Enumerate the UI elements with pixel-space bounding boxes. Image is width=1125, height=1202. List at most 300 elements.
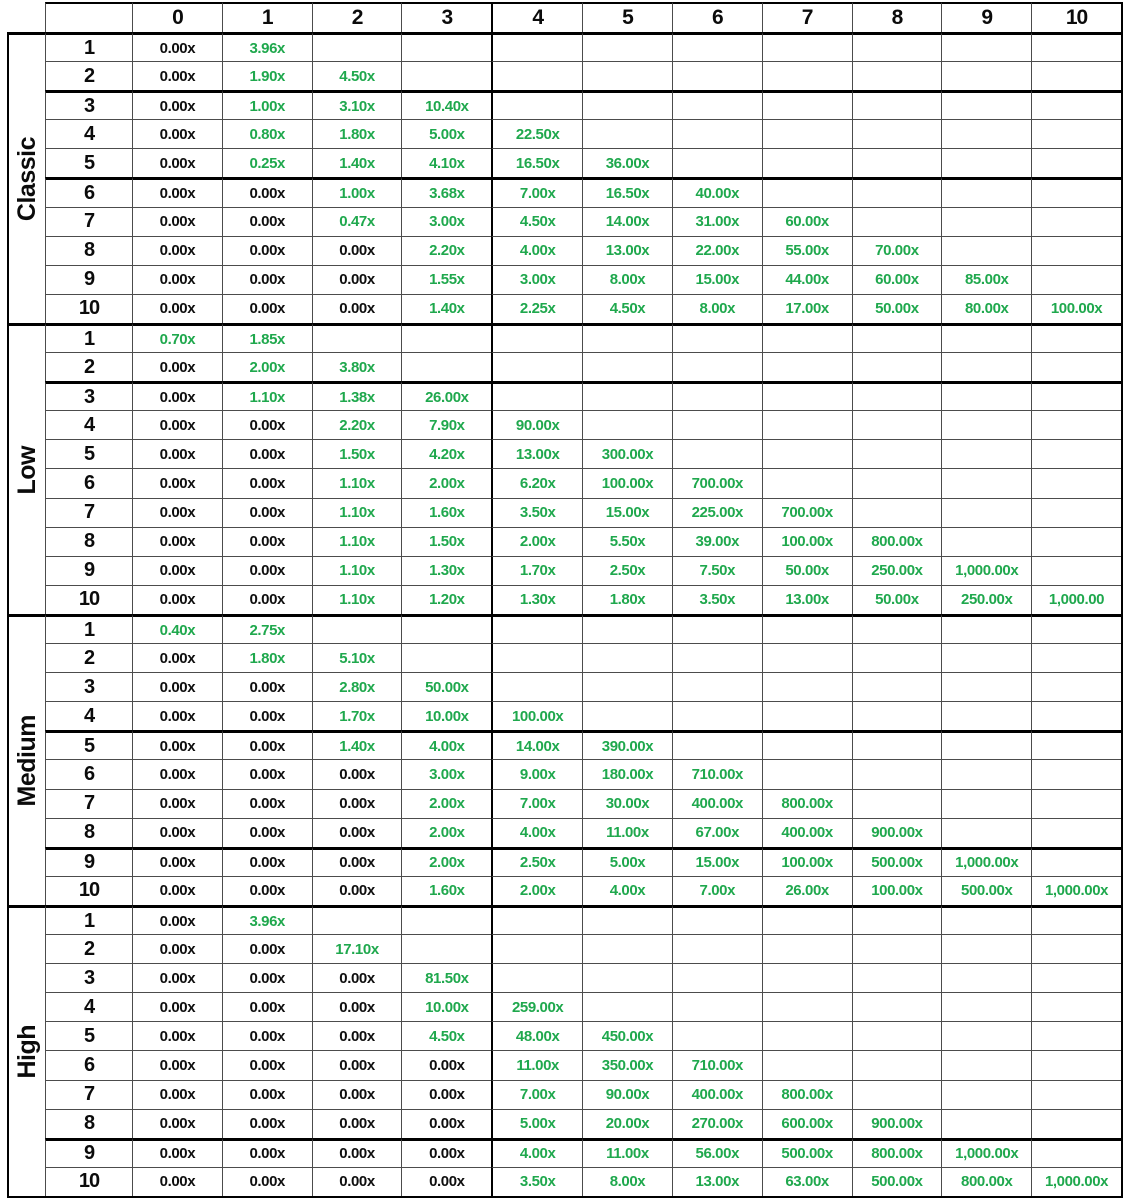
payout-cell: 2.80x [312, 672, 402, 701]
payout-cell: 0.00x [222, 265, 312, 294]
payout-cell-empty [762, 934, 852, 963]
payout-cell-empty [672, 32, 762, 61]
payout-cell: 700.00x [672, 468, 762, 497]
table-row [45, 294, 1121, 323]
payout-cell-empty [852, 148, 942, 177]
payout-cell-empty [672, 992, 762, 1021]
payout-cell: 0.00x [222, 527, 312, 556]
payout-cell: 0.00x [222, 876, 312, 905]
payout-cell-empty [582, 90, 672, 119]
payout-cell-empty [762, 352, 852, 381]
payout-cell-empty [582, 614, 672, 643]
column-header: 4 [491, 2, 582, 32]
payout-cell: 0.00x [312, 1138, 402, 1167]
payout-table [7, 2, 1123, 1198]
payout-cell: 0.00x [401, 1080, 491, 1109]
payout-cell: 0.00x [312, 789, 402, 818]
payout-cell-empty [672, 61, 762, 90]
payout-cell: 26.00x [762, 876, 852, 905]
payout-cell: 7.00x [491, 177, 582, 206]
payout-cell: 5.10x [312, 643, 402, 672]
payout-cell-empty [401, 323, 491, 352]
payout-cell: 800.00x [762, 1080, 852, 1109]
payout-cell-empty [762, 439, 852, 468]
payout-cell: 4.00x [582, 876, 672, 905]
payout-cell: 39.00x [672, 527, 762, 556]
payout-cell: 700.00x [762, 498, 852, 527]
payout-cell: 8.00x [582, 1167, 672, 1196]
payout-cell: 0.00x [132, 643, 222, 672]
payout-cell: 3.00x [401, 207, 491, 236]
payout-cell-empty [941, 643, 1031, 672]
payout-cell: 2.75x [222, 614, 312, 643]
payout-cell: 31.00x [672, 207, 762, 236]
payout-cell: 3.00x [491, 265, 582, 294]
table-row [45, 818, 1121, 847]
table-row [45, 119, 1121, 148]
payout-cell: 10.00x [401, 701, 491, 730]
payout-cell: 7.50x [672, 556, 762, 585]
table-row [45, 789, 1121, 818]
row-header: 4 [45, 410, 132, 439]
payout-cell: 0.00x [132, 1021, 222, 1050]
section-label: Low [12, 445, 41, 495]
payout-cell-empty [1031, 1050, 1121, 1079]
payout-cell-empty [762, 759, 852, 788]
row-header: 2 [45, 352, 132, 381]
payout-cell: 250.00x [941, 585, 1031, 614]
table-row [45, 992, 1121, 1021]
payout-cell: 1.10x [312, 527, 402, 556]
payout-cell-empty [762, 410, 852, 439]
table-row [45, 498, 1121, 527]
payout-cell-empty [941, 1080, 1031, 1109]
payout-cell-empty [1031, 1021, 1121, 1050]
payout-cell: 0.00x [312, 876, 402, 905]
payout-cell-empty [852, 905, 942, 934]
payout-cell: 1.50x [312, 439, 402, 468]
payout-cell: 4.50x [312, 61, 402, 90]
payout-cell-empty [852, 61, 942, 90]
payout-cell: 0.00x [312, 818, 402, 847]
payout-cell-empty [672, 730, 762, 759]
payout-cell-empty [582, 119, 672, 148]
payout-cell: 3.10x [312, 90, 402, 119]
table-row [45, 1080, 1121, 1109]
payout-cell: 900.00x [852, 1109, 942, 1138]
payout-cell: 0.00x [312, 1050, 402, 1079]
table-row [45, 381, 1121, 410]
payout-cell-empty [762, 963, 852, 992]
payout-cell: 0.00x [312, 847, 402, 876]
row-header: 2 [45, 643, 132, 672]
payout-cell: 0.00x [132, 410, 222, 439]
payout-cell: 0.00x [132, 1167, 222, 1196]
table-row [45, 585, 1121, 614]
payout-cell: 500.00x [852, 1167, 942, 1196]
payout-cell-empty [852, 119, 942, 148]
payout-cell: 1.80x [312, 119, 402, 148]
payout-cell-empty [762, 643, 852, 672]
payout-cell-empty [401, 934, 491, 963]
payout-cell-empty [672, 119, 762, 148]
payout-cell-empty [762, 177, 852, 206]
payout-cell-empty [941, 934, 1031, 963]
payout-cell: 100.00x [582, 468, 672, 497]
payout-cell: 80.00x [941, 294, 1031, 323]
payout-cell: 0.00x [222, 672, 312, 701]
payout-cell-empty [1031, 963, 1121, 992]
row-header: 9 [45, 847, 132, 876]
row-header: 5 [45, 148, 132, 177]
payout-cell: 14.00x [491, 730, 582, 759]
payout-cell-empty [1031, 148, 1121, 177]
table-row [45, 439, 1121, 468]
payout-cell: 1.80x [582, 585, 672, 614]
row-header: 1 [45, 32, 132, 61]
payout-cell-empty [941, 759, 1031, 788]
payout-cell: 0.00x [222, 847, 312, 876]
payout-cell: 0.00x [132, 934, 222, 963]
payout-cell-empty [1031, 818, 1121, 847]
payout-cell: 1.00x [222, 90, 312, 119]
payout-cell: 1.30x [401, 556, 491, 585]
payout-cell: 1.10x [222, 381, 312, 410]
payout-cell-empty [852, 963, 942, 992]
payout-cell: 225.00x [672, 498, 762, 527]
payout-cell: 1.10x [312, 468, 402, 497]
header-row [7, 2, 1121, 32]
payout-cell: 20.00x [582, 1109, 672, 1138]
section-label-strip [7, 323, 45, 614]
payout-cell: 63.00x [762, 1167, 852, 1196]
row-header: 4 [45, 701, 132, 730]
payout-cell: 1.10x [312, 556, 402, 585]
row-header: 3 [45, 963, 132, 992]
payout-cell-empty [852, 992, 942, 1021]
payout-cell: 1.90x [222, 61, 312, 90]
payout-cell: 1.10x [312, 585, 402, 614]
payout-cell: 0.00x [132, 294, 222, 323]
payout-cell-empty [762, 730, 852, 759]
payout-cell: 0.00x [132, 1080, 222, 1109]
payout-cell-empty [762, 905, 852, 934]
payout-cell-empty [762, 119, 852, 148]
table-row [45, 177, 1121, 206]
payout-cell: 1.40x [312, 148, 402, 177]
payout-cell: 4.00x [491, 236, 582, 265]
row-header: 8 [45, 1109, 132, 1138]
payout-cell: 0.00x [312, 963, 402, 992]
payout-cell-empty [491, 323, 582, 352]
payout-cell: 0.00x [222, 1109, 312, 1138]
payout-cell: 1,000.00 [1031, 585, 1121, 614]
payout-cell-empty [852, 468, 942, 497]
payout-cell-empty [672, 352, 762, 381]
payout-cell: 1.55x [401, 265, 491, 294]
payout-cell: 0.00x [132, 498, 222, 527]
payout-cell: 3.50x [672, 585, 762, 614]
payout-cell: 2.20x [312, 410, 402, 439]
payout-cell: 13.00x [582, 236, 672, 265]
payout-cell-empty [312, 32, 402, 61]
table-row [45, 847, 1121, 876]
payout-cell: 3.50x [491, 1167, 582, 1196]
payout-cell-empty [312, 905, 402, 934]
payout-cell: 90.00x [491, 410, 582, 439]
payout-cell-empty [941, 352, 1031, 381]
payout-cell: 0.00x [222, 207, 312, 236]
payout-cell-empty [312, 323, 402, 352]
payout-cell: 0.00x [222, 556, 312, 585]
column-header: 9 [941, 2, 1031, 32]
table-row [45, 236, 1121, 265]
row-header: 1 [45, 614, 132, 643]
payout-cell: 7.00x [491, 789, 582, 818]
payout-cell-empty [941, 410, 1031, 439]
table-row [45, 207, 1121, 236]
payout-cell: 1,000.00x [941, 847, 1031, 876]
payout-cell: 13.00x [672, 1167, 762, 1196]
payout-cell-empty [582, 963, 672, 992]
payout-cell: 2.25x [491, 294, 582, 323]
payout-cell: 0.00x [132, 207, 222, 236]
payout-cell: 44.00x [762, 265, 852, 294]
payout-cell: 15.00x [672, 847, 762, 876]
row-header: 7 [45, 1080, 132, 1109]
payout-cell: 60.00x [852, 265, 942, 294]
payout-cell-empty [1031, 759, 1121, 788]
column-header: 10 [1031, 2, 1121, 32]
payout-cell: 16.50x [491, 148, 582, 177]
payout-cell-empty [941, 323, 1031, 352]
payout-cell-empty [1031, 701, 1121, 730]
payout-cell-empty [1031, 90, 1121, 119]
payout-cell-empty [582, 672, 672, 701]
payout-cell-empty [852, 759, 942, 788]
payout-cell-empty [1031, 177, 1121, 206]
payout-cell-empty [852, 1080, 942, 1109]
payout-cell: 70.00x [852, 236, 942, 265]
payout-cell: 400.00x [762, 818, 852, 847]
payout-cell: 350.00x [582, 1050, 672, 1079]
payout-cell-empty [941, 177, 1031, 206]
table-row [45, 527, 1121, 556]
section-medium [7, 614, 1121, 905]
table-row [45, 934, 1121, 963]
payout-cell: 2.00x [222, 352, 312, 381]
payout-cell: 4.50x [491, 207, 582, 236]
table-row [45, 905, 1121, 934]
row-header: 5 [45, 730, 132, 759]
header-strip-spacer [7, 2, 45, 32]
payout-cell-empty [941, 789, 1031, 818]
row-header: 7 [45, 789, 132, 818]
row-header: 5 [45, 1021, 132, 1050]
payout-cell: 1.38x [312, 381, 402, 410]
payout-cell: 15.00x [582, 498, 672, 527]
payout-cell: 4.00x [401, 730, 491, 759]
row-header: 6 [45, 177, 132, 206]
payout-cell: 7.90x [401, 410, 491, 439]
payout-cell: 390.00x [582, 730, 672, 759]
payout-cell: 11.00x [491, 1050, 582, 1079]
payout-cell: 4.00x [491, 818, 582, 847]
payout-cell-empty [401, 643, 491, 672]
payout-cell: 3.50x [491, 498, 582, 527]
column-header: 3 [401, 2, 491, 32]
payout-cell: 0.00x [312, 236, 402, 265]
payout-cell-empty [401, 905, 491, 934]
payout-cell: 0.00x [222, 439, 312, 468]
row-header: 3 [45, 672, 132, 701]
section-rows [45, 614, 1121, 905]
payout-cell: 0.00x [312, 1109, 402, 1138]
row-header: 10 [45, 294, 132, 323]
payout-cell: 400.00x [672, 789, 762, 818]
payout-cell: 100.00x [491, 701, 582, 730]
payout-cell-empty [491, 381, 582, 410]
payout-cell: 0.00x [401, 1167, 491, 1196]
section-label: Classic [12, 136, 41, 222]
payout-cell: 10.00x [401, 992, 491, 1021]
payout-cell: 1.00x [312, 177, 402, 206]
row-header: 8 [45, 236, 132, 265]
payout-cell-empty [1031, 352, 1121, 381]
payout-cell-empty [582, 323, 672, 352]
payout-cell-empty [941, 119, 1031, 148]
payout-cell: 0.00x [132, 759, 222, 788]
payout-cell-empty [762, 32, 852, 61]
payout-cell: 9.00x [491, 759, 582, 788]
row-header: 6 [45, 468, 132, 497]
payout-cell: 5.50x [582, 527, 672, 556]
payout-cell: 0.00x [132, 61, 222, 90]
payout-cell: 2.00x [401, 818, 491, 847]
payout-cell: 2.00x [491, 876, 582, 905]
payout-cell-empty [852, 410, 942, 439]
payout-cell-empty [582, 32, 672, 61]
section-label-strip [7, 614, 45, 905]
payout-cell: 6.20x [491, 468, 582, 497]
payout-cell-empty [852, 207, 942, 236]
table-row [45, 1021, 1121, 1050]
payout-cell: 0.00x [222, 498, 312, 527]
payout-cell: 8.00x [672, 294, 762, 323]
payout-cell-empty [1031, 265, 1121, 294]
payout-cell-empty [941, 614, 1031, 643]
payout-cell-empty [1031, 992, 1121, 1021]
payout-cell-empty [941, 730, 1031, 759]
payout-cell: 85.00x [941, 265, 1031, 294]
payout-cell: 0.00x [222, 410, 312, 439]
payout-cell: 0.00x [312, 294, 402, 323]
section-high [7, 905, 1121, 1196]
payout-cell: 0.00x [312, 1080, 402, 1109]
payout-cell-empty [762, 323, 852, 352]
payout-cell-empty [852, 789, 942, 818]
payout-cell: 270.00x [672, 1109, 762, 1138]
payout-cell: 0.00x [222, 1021, 312, 1050]
section-low [7, 323, 1121, 614]
section-label-strip [7, 905, 45, 1196]
payout-cell-empty [1031, 32, 1121, 61]
payout-cell-empty [582, 410, 672, 439]
payout-cell: 0.00x [401, 1109, 491, 1138]
payout-cell-empty [852, 352, 942, 381]
payout-cell: 5.00x [582, 847, 672, 876]
payout-cell-empty [941, 32, 1031, 61]
payout-cell: 2.50x [582, 556, 672, 585]
corner-cell [45, 2, 132, 32]
table-row [45, 61, 1121, 90]
table-row [45, 876, 1121, 905]
payout-cell: 0.00x [401, 1138, 491, 1167]
payout-cell: 0.00x [401, 1050, 491, 1079]
section-rows [45, 323, 1121, 614]
payout-cell: 0.47x [312, 207, 402, 236]
section-label: High [12, 1025, 41, 1079]
table-row [45, 701, 1121, 730]
table-row [45, 1109, 1121, 1138]
table-row [45, 468, 1121, 497]
payout-cell: 0.25x [222, 148, 312, 177]
payout-cell: 50.00x [401, 672, 491, 701]
payout-cell-empty [762, 148, 852, 177]
payout-cell: 0.00x [132, 585, 222, 614]
payout-cell: 0.00x [222, 1050, 312, 1079]
payout-cell: 2.00x [491, 527, 582, 556]
table-row [45, 352, 1121, 381]
section-label-strip [7, 32, 45, 323]
payout-cell-empty [672, 643, 762, 672]
payout-cell: 0.00x [222, 585, 312, 614]
payout-cell-empty [1031, 323, 1121, 352]
payout-cell: 0.00x [222, 468, 312, 497]
payout-cell: 2.00x [401, 468, 491, 497]
table-row [45, 1050, 1121, 1079]
payout-cell-empty [1031, 119, 1121, 148]
payout-cell-empty [672, 410, 762, 439]
payout-cell: 36.00x [582, 148, 672, 177]
payout-cell: 0.80x [222, 119, 312, 148]
row-header: 7 [45, 207, 132, 236]
payout-cell-empty [491, 352, 582, 381]
payout-cell-empty [852, 32, 942, 61]
payout-cell-empty [941, 701, 1031, 730]
payout-cell: 0.00x [222, 1167, 312, 1196]
payout-cell: 1.20x [401, 585, 491, 614]
table-row [45, 614, 1121, 643]
payout-cell: 0.00x [222, 1138, 312, 1167]
payout-cell-empty [672, 439, 762, 468]
payout-cell: 0.00x [132, 1109, 222, 1138]
payout-cell-empty [672, 148, 762, 177]
payout-cell: 0.00x [312, 759, 402, 788]
payout-cell-empty [672, 1021, 762, 1050]
row-header: 4 [45, 119, 132, 148]
payout-cell: 100.00x [762, 527, 852, 556]
payout-cell: 0.00x [132, 1050, 222, 1079]
payout-cell-empty [941, 207, 1031, 236]
payout-cell: 0.00x [222, 294, 312, 323]
payout-cell-empty [1031, 236, 1121, 265]
payout-cell: 0.00x [132, 32, 222, 61]
payout-cell-empty [852, 177, 942, 206]
payout-cell: 0.00x [222, 759, 312, 788]
payout-cell: 8.00x [582, 265, 672, 294]
payout-cell: 600.00x [762, 1109, 852, 1138]
